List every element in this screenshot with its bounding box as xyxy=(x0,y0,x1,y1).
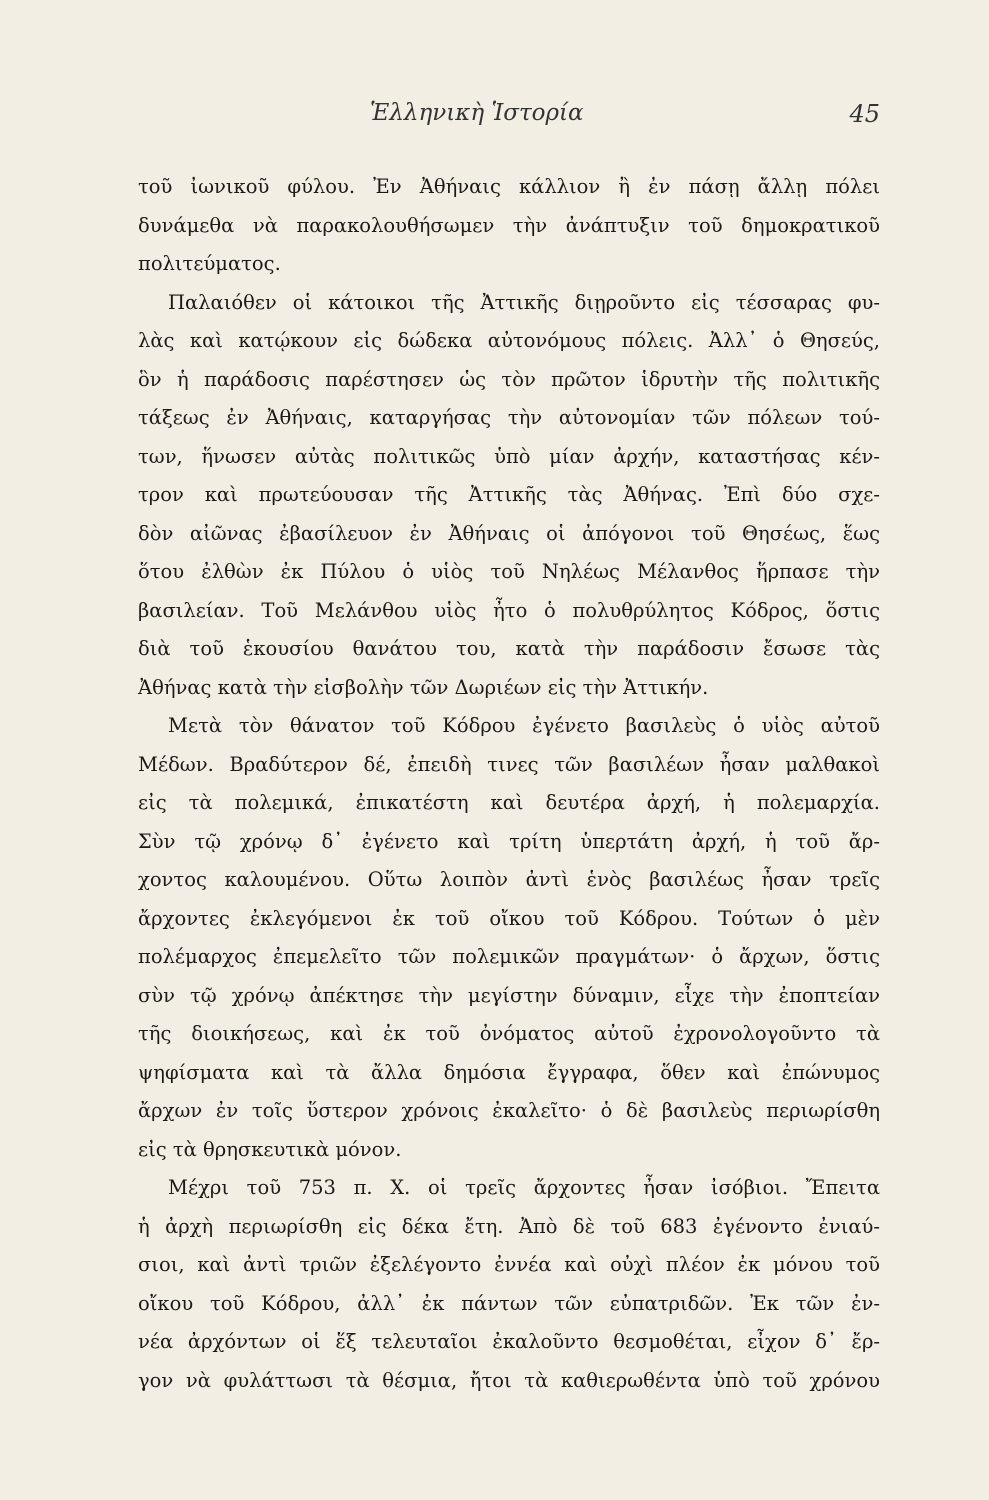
text-line: σιοι, καὶ ἀντὶ τριῶν ἐξελέγοντο ἐννέα καὶ οὐχὶ πλέον ἐκ μόνου τοῦ xyxy=(138,1253,880,1276)
text-line: τάξεως ἐν Ἀθήναις, καταργήσας τὴν αὐτονομίαν τῶν πόλεων τού- xyxy=(138,406,880,429)
text-line: εἰς τὰ θρησκευτικὰ μόνον. xyxy=(138,1137,402,1161)
text-line: τῆς διοικήσεως, καὶ ἐκ τοῦ ὀνόματος αὐτοῦ ἐχρονολογοῦντο τὰ xyxy=(138,1022,880,1045)
text-line: διὰ τοῦ ἑκουσίου θανάτου του, κατὰ τὴν παράδοσιν ἔσωσε τὰς xyxy=(138,637,880,660)
text-line: νέα ἀρχόντων οἱ ἕξ τελευταῖοι ἐκαλοῦντο θεσμοθέται, εἶχον δ᾽ ἔρ- xyxy=(138,1330,880,1353)
text-line: βασιλείαν. Τοῦ Μελάνθου υἱὸς ἦτο ὁ πολυθρύλητος Κόδρος, ὅστις xyxy=(138,598,880,622)
text-line: πολιτεύματος. xyxy=(138,252,281,275)
text-line: πολέμαρχος ἐπεμελεῖτο τῶν πολεμικῶν πραγμάτων· ὁ ἄρχων, ὅστις xyxy=(138,945,880,968)
text-line: Σὺν τῷ χρόνῳ δ᾽ ἐγένετο καὶ τρίτη ὑπερτάτη ἀρχή, ἡ τοῦ ἄρ- xyxy=(138,829,880,853)
text-line: εἰς τὰ πολεμικά, ἐπικατέστη καὶ δευτέρα ἀρχή, ἡ πολεμαρχία. xyxy=(138,791,880,814)
text-line: ἄρχων ἐν τοῖς ὕστερον χρόνοις ἐκαλεῖτο· ὁ δὲ βασιλεὺς περιωρίσθη xyxy=(138,1099,880,1122)
body-text xyxy=(138,168,880,1400)
text-line: τοῦ ἰωνικοῦ φύλου. Ἐν Ἀθήναις κάλλιον ἢ ἐν πάσῃ ἄλλῃ πόλει xyxy=(138,175,880,198)
text-line: δυνάμεθα νὰ παρακολουθήσωμεν τὴν ἀνάπτυξιν τοῦ δημοκρατικοῦ xyxy=(138,213,880,237)
text-line: ὃν ἡ παράδοσις παρέστησεν ὡς τὸν πρῶτον ἱδρυτὴν τῆς πολιτικῆς xyxy=(138,367,880,391)
running-title: Ἑλληνικὴ Ἱστορία xyxy=(370,100,584,126)
text-line: οἴκου τοῦ Κόδρου, ἀλλ᾽ ἐκ πάντων τῶν εὐπατριδῶν. Ἐκ τῶν ἐν- xyxy=(138,1291,880,1315)
text-line: λὰς καὶ κατῴκουν εἰς δώδεκα αὐτονόμους πόλεις. Ἀλλ᾽ ὁ Θησεύς, xyxy=(138,329,880,352)
text-line: ἄρχοντες ἐκλεγόμενοι ἐκ τοῦ οἴκου τοῦ Κόδρου. Τούτων ὁ μὲν xyxy=(138,906,880,930)
text-line: σὺν τῷ χρόνῳ ἀπέκτησε τὴν μεγίστην δύναμιν, εἶχε τὴν ἐποπτείαν xyxy=(138,983,880,1007)
text-line: τρον καὶ πρωτεύουσαν τῆς Ἀττικῆς τὰς Ἀθήνας. Ἐπὶ δύο σχε- xyxy=(138,483,880,506)
text-line: ὅτου ἐλθὼν ἐκ Πύλου ὁ υἱὸς τοῦ Νηλέως Μέλανθος ἥρπασε τὴν xyxy=(138,560,880,583)
page-number: 45 xyxy=(849,100,880,128)
text-line: Μετὰ τὸν θάνατον τοῦ Κόδρου ἐγένετο βασιλεὺς ὁ υἱὸς αὐτοῦ xyxy=(168,714,880,737)
text-line: Παλαιόθεν οἱ κάτοικοι τῆς Ἀττικῆς διῃροῦντο εἰς τέσσαρας φυ- xyxy=(168,290,880,314)
text-line: των, ἥνωσεν αὐτὰς πολιτικῶς ὑπὸ μίαν ἀρχήν, καταστήσας κέν- xyxy=(138,444,880,468)
text-line: ἡ ἀρχὴ περιωρίσθη εἰς δέκα ἔτη. Ἀπὸ δὲ τοῦ 683 ἐγένοντο ἐνιαύ- xyxy=(138,1214,880,1238)
text-line: Μέχρι τοῦ 753 π. Χ. οἱ τρεῖς ἄρχοντες ἦσαν ἰσόβιοι. Ἔπειτα xyxy=(168,1176,880,1199)
text-line: Ἀθήνας κατὰ τὴν εἰσβολὴν τῶν Δωριέων εἰς τὴν Ἀττικήν. xyxy=(138,675,709,699)
text-line: γον νὰ φυλάττωσι τὰ θέσμια, ἤτοι τὰ καθιερωθέντα ὑπὸ τοῦ χρόνου xyxy=(138,1368,880,1392)
text-line: χοντος καλουμένου. Οὕτω λοιπὸν ἀντὶ ἑνὸς βασιλέως ἦσαν τρεῖς xyxy=(138,868,880,891)
page-header xyxy=(138,100,880,140)
text-line: ψηφίσματα καὶ τὰ ἄλλα δημόσια ἔγγραφα, ὅθεν καὶ ἐπώνυμος xyxy=(138,1060,880,1084)
text-line: δὸν αἰῶνας ἐβασίλευον ἐν Ἀθήναις οἱ ἀπόγονοι τοῦ Θησέως, ἕως xyxy=(138,521,880,545)
text-line: Μέδων. Βραδύτερον δέ, ἐπειδὴ τινες τῶν βασιλέων ἦσαν μαλθακοὶ xyxy=(138,752,880,776)
